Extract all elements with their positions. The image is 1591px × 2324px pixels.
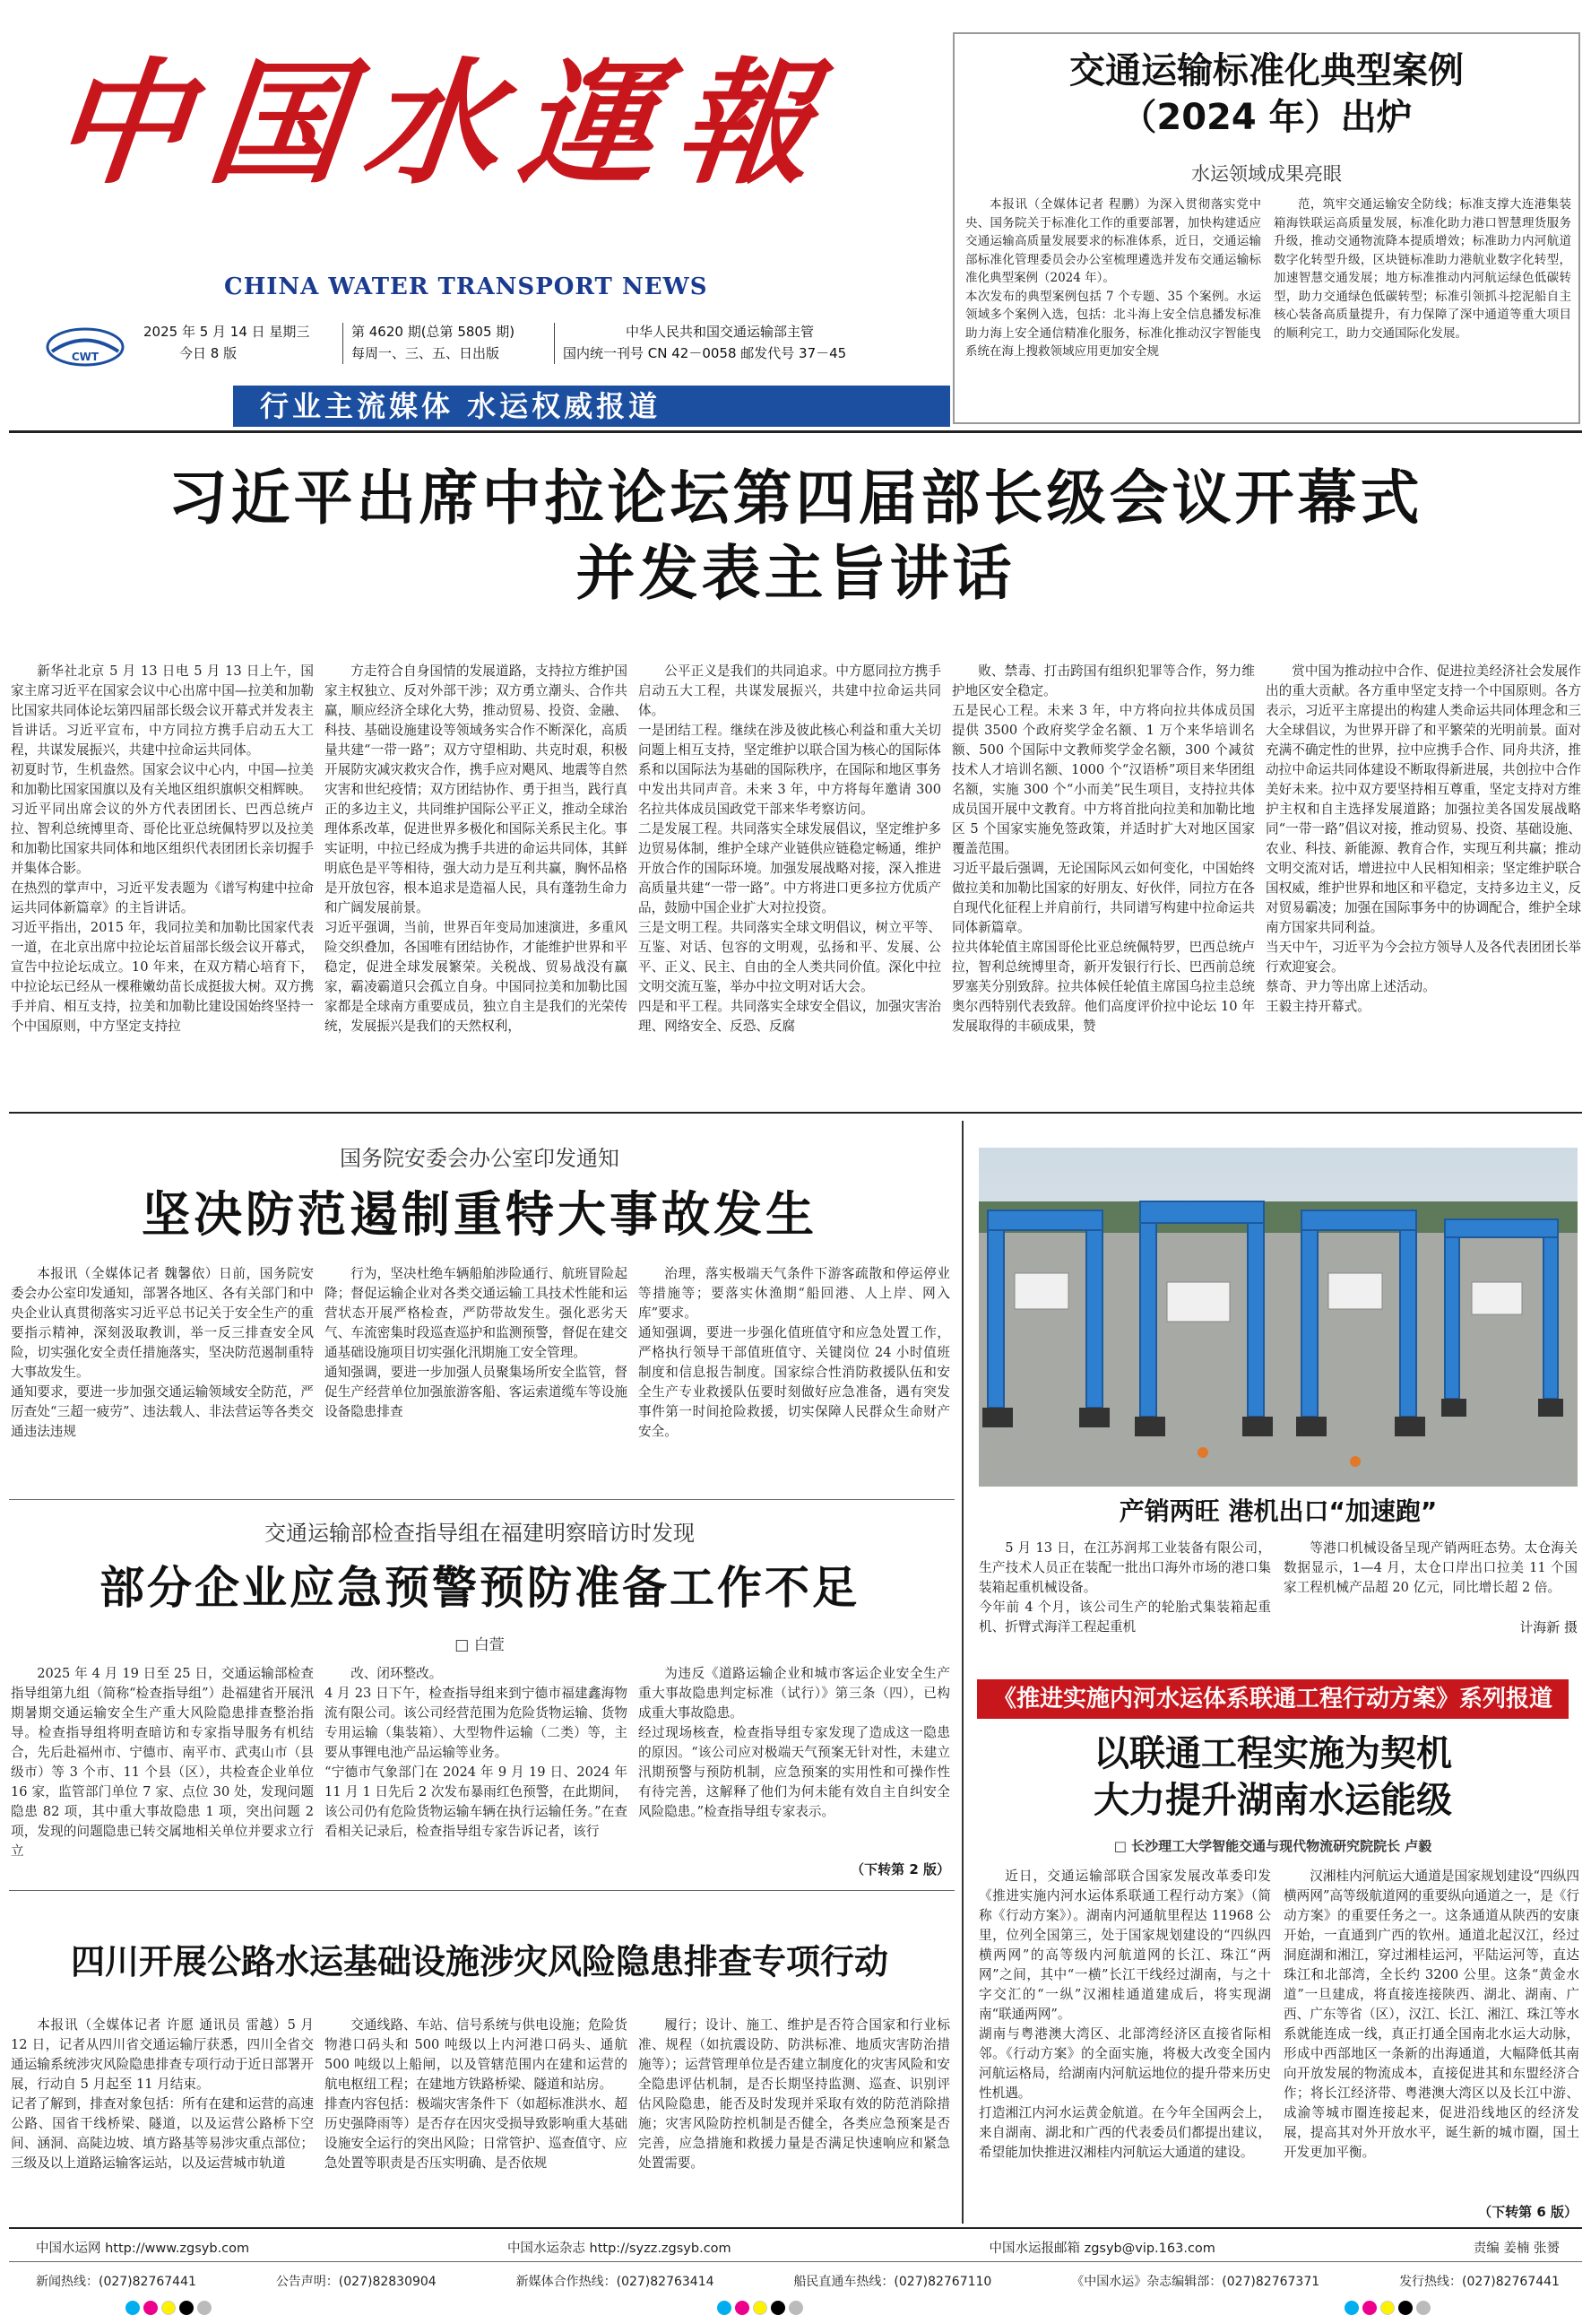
lead-col2: 方走符合自身国情的发展道路，支持拉方维护国家主权独立、反对外部干涉；双方勇立潮头、合作共赢，顺应经济全球化大势，推动贸易、投资、金融、科技、基础设施建设等领域务实合作不断深化，高质量共建“一带一路”；双方守望相助、共克时艰，积极开展防灾减灾救灾合作，携手应对飓风、地震等自然灾害和世纪疫情；双方团结协作、勇于担当，践行真正的多边主义，共同维护国际公平正义，推动全球治理体系改革，促进世界多极化和国际关系民主化。事实证明，中拉已经成为携手共进的命运共同体，其鲜明底色是平等相待，强大动力是互利共赢，胸怀品格是开放包容，根本追求是造福人民，具有蓬勃生命力和广阔发展前景。 习近平强调，当前，世界百年变局加速演进，多重风险交织叠加，各国唯有团结协作，才能维护世界和平稳定，促进全球发展繁荣。关税战、贸易战没有赢家，霸凌霸道只会孤立自身。中国同拉美和加勒比国家都是全球南方重要成员，独立自主是我们的光荣传统，发展振兴是我们的天然权利， (324, 663, 627, 1034)
footer-website[interactable]: 中国水运网 http://www.zgsyb.com (36, 2242, 250, 2256)
cwt-logo-icon (45, 325, 125, 369)
photo-caption-col2: 等港口机械设备呈现产销两旺态势。太仓海关数据显示，1—4 月，太仓口岸出口拉美 11 个国家工程机械产品超 20 亿元，同比增长超 2 倍。 (1284, 1540, 1578, 1595)
story3-byline: □ 白萱 (454, 1636, 505, 1654)
issue-block (351, 321, 566, 364)
series-headline-line2: 大力提升湖南水运能级 (1094, 1780, 1452, 1821)
story3-kicker: 交通运输部检查指导组在福建明察暗访时发现 (264, 1521, 695, 1546)
series-col2: 汉湘桂内河航运大通道是国家规划建设“四纵四横两网”高等级航道网的重要纵向通道之一，是《行动方案》的重要任务之一。这条通道从陕西的安康开始，一直通到广西的钦州。通道北起汉江，经过洞庭湖和湘江，穿过湘桂运河，平陆运河等，直达珠江和北部湾，全长约 3200 公里。这条“黄金水道”一旦建成，将直接连接陕西、湖北、湖南、广西、广东等省（区），汉江、长江、湘江、珠江等水系就能连成一线，真正打通全国南北水运大动脉，形成中西部地区一条新的出海通道，大幅降低其南向开放发展的物流成本，直接促进其和东盟经济合作；将长江经济带、粤港澳大湾区以及长江中游、成渝等城市圈连接起来，促进沿线地区的经济发展，提高其对外开放水平，诞生新的城市圈，国土开发更加平衡。 (1284, 1869, 1579, 2160)
story2-kicker: 国务院安委会办公室印发通知 (340, 1146, 619, 1171)
reg-dot (1380, 2301, 1395, 2315)
footer-editors: 责编 姜楠 张赟 (1473, 2242, 1560, 2256)
box-title-line1: 交通运输标准化典型案例 (1069, 50, 1464, 91)
reg-dot (735, 2301, 749, 2315)
publisher-line: 中华人民共和国交通运输部主管 (626, 324, 815, 340)
story3-headline: 部分企业应急预警预防准备工作不足 (99, 1562, 860, 1614)
reg-dot (1362, 2301, 1377, 2315)
story3-col1: 2025 年 4 月 19 日至 25 日，交通运输部检查指导组第九组（简称“检查指导组”）赴福建省开展汛期暑期交通运输安全生产重大风险隐患排查整治指导。检查指导组将明查暗访和专家指导服务有机结合，先后赴福州市、宁德市、南平市、武夷山市（县级市）等 3 个市、11 个县（区），共检查企业单位 16 家，监管部门单位 7 家、点位 30 处，发现问题隐患 82 项，其中重大事故隐患 1 项，突出问题 2 项，发现的问题隐患已转交属地相关单位并要求立行立 (11, 1666, 314, 1859)
story2-col1: 本报讯（全媒体记者 魏馨依）日前，国务院安委会办公室印发通知，部署各地区、各有关部门和中央企业认真贯彻落实习近平总书记关于安全生产的重要指示精神，深刻汲取教训，举一反三排查安全风险，切实强化安全责任措施落实，坚决防范遏制重特大事故发生。 通知要求，要进一步加强交通运输领域安全防范，严厉查处“三超一疲劳”、违法载人、非法营运等各类交通违法违规 (11, 1266, 314, 1439)
lead-col3: 公平正义是我们的共同追求。中方愿同拉方携手启动五大工程，共谋发展振兴，共建中拉命运共同体。 一是团结工程。继续在涉及彼此核心利益和重大关切问题上相互支持，坚定维护以联合国为核心的国际体系和以国际法为基础的国际秩序，在国际和地区事务中发出共同声音。未来 3 年，中方将每年邀请 300 名拉共体成员国政党干部来华考察访问。 二是发展工程。共同落实全球发展倡议，坚定维护多边贸易体制，维护全球产业链供应链稳定畅通，维护开放合作的国际环境。加强发展战略对接，深入推进高质量共建“一带一路”。中方将进口更多拉方优质产品，鼓励中国企业扩大对拉投资。 三是文明工程。共同落实全球文明倡议，树立平等、互鉴、对话、包容的文明观，弘扬和平、发展、公平、正义、民主、自由的全人类共同价值。深化中拉文明交流互鉴，举办中拉文明对话大会。 四是和平工程。共同落实全球安全倡议，加强灾害治理、网络安全、反恐、反腐 (638, 663, 941, 1034)
lead-col5: 赏中国为推动拉中合作、促进拉美经济社会发展作出的重大贡献。各方重申坚定支持一个中国原则。各方表示，习近平主席提出的构建人类命运共同体理念和三大全球倡议，为世界开辟了和平繁荣的光明前景。面对充满不确定性的世界，拉中应携手合作、同舟共济，推动拉中命运共同体建设不断取得新进展，共创拉中合作美好未来。拉中双方要坚持相互尊重，坚定支持对方维护主权和自主选择发展道路；加强拉美各国发展战略同“一带一路”倡议对接，推动贸易、投资、基础设施、农业、科技、新能源、教育合作，实现互利共赢；推动文明交流对话，增进拉中人民相知相亲；坚定维护联合国权威，维护世界和地区和平稳定，支持多边主义，反对贸易霸凌；加强在国际事务中的协调配合，维护全球南方国家共同利益。 当天中午，习近平为今会拉方领导人及各代表团团长举行欢迎宴会。 蔡奇、尹力等出席上述活动。 王毅主持开幕式。 (1266, 663, 1581, 1014)
story2-headline: 坚决防范遏制重特大事故发生 (142, 1186, 817, 1243)
footer-hotline-distribution: 发行热线：(027)82767441 (1399, 2275, 1560, 2289)
story4-col2: 交通线路、车站、信号系统与供电设施；危险货物港口码头和 500 吨级以上内河港口码头、通航 500 吨级以上船闸，以及管辖范围内在建和运营的航电枢纽工程；在建地方铁路桥梁、隧道和站房。 排查内容包括：极端灾害条件下（如超标准洪水、超历史强降雨等）是否存在因灾受损导致影响重大基础设施安全运行的突出风险；日常管护、巡查值守、应急处置等职责是否压实明确、是否依规 (324, 2017, 627, 2171)
masthead (45, 43, 914, 222)
box-text-col2: 范，筑牢交通运输安全防线；标准支撑大连港集装箱海铁联运高质量发展，标准化助力港口智慧理货服务升级，推动交通物流降本提质增效；标准助力内河航道数字化转型升级，区块链标准助力港航业数字化转型，加速智慧交通发展；地方标准推动内河航运绿色低碳转型，助力交通绿色低碳转型；标准引领抓斗挖泥船自主核心装备高质量提升，有力保障了深中通道等重大项目的顺利完工，助力交通国际化发展。 (1274, 197, 1571, 341)
story2-col2: 行为，坚决杜绝车辆船舶涉险通行、航班冒险起降；督促运输企业对各类交通运输工具技术性能和运营状态开展严格检查，严防带故发生。强化恶劣天气、车流密集时段巡查巡护和监测预警，督促在建交通基础设施项目切实强化汛期施工安全管理。 通知强调，要进一步加强人员聚集场所安全监管，督促生产经营单位加强旅游客船、客运索道缆车等设施设备隐患排查 (324, 1266, 627, 1419)
registration-marks-center (717, 2301, 807, 2319)
series-headline-line1: 以联通工程实施为契机 (1094, 1733, 1452, 1774)
schedule-line: 每周一、三、五、日出版 (351, 345, 500, 361)
registration-marks-right (1345, 2301, 1434, 2319)
box-title-line2: （2024 年）出炉 (1120, 97, 1413, 138)
footer-hotline-boat: 船民直通车热线：(027)82767110 (793, 2275, 992, 2289)
masthead-title: 中国水運報 (45, 45, 843, 203)
lead-headline-line2: 并发表主旨讲话 (575, 539, 1016, 608)
cn-code-line: 国内统一刊号 CN 42－0058 邮发代号 37－45 (563, 345, 847, 361)
story4-headline: 四川开展公路水运基础设施涉灾风险隐患排查专项行动 (70, 1942, 888, 1981)
footer-magazine[interactable]: 中国水运杂志 http://syzz.zgsyb.com (506, 2242, 731, 2256)
box-subtitle: 水运领域成果亮眼 (1191, 163, 1342, 185)
footer-hotline-magazine: 《中国水运》杂志编辑部：(027)82767371 (1071, 2275, 1320, 2289)
lead-headline-line1: 习近平出席中拉论坛第四届部长级会议开幕式 (168, 464, 1423, 533)
photo-credit: 计海新 摄 (1519, 1619, 1578, 1635)
series-col1: 近日，交通运输部联合国家发展改革委印发《推进实施内河水运体系联通工程行动方案》（简称《行动方案》）。湖南内河通航里程达 11968 公里，位列全国第三，处于国家规划建设的“四纵四横两网”的高等级内河航道网的长江、珠江“两网”之间，其中“一横”长江干线经过湖南，与之十字交汇的“一纵”汉湘桂通道建成后，将实现湖南“联通两网”。 湖南与粤港澳大湾区、北部湾经济区直接省际相邻。《行动方案》的全面实施，将极大改变全国内河航运格局，给湖南内河航运地位的提升带来历史性机遇。 打造湘江内河水运黄金航道。在今年全国两会上，来自湖南、湖北和广西的代表委员们都提出建议，希望能加快推进汉湘桂内河航运大通道的建设。 (979, 1869, 1271, 2160)
reg-dot (789, 2301, 803, 2315)
issue-line: 第 4620 期(总第 5805 期) (351, 324, 515, 340)
registration-marks-left (125, 2301, 215, 2319)
story3-col2: 改、闭环整改。 4 月 23 日下午，检查指导组来到宁德市福建鑫海物流有限公司。该公司经营范围为危险货物运输、货物专用运输（集装箱）、大型物件运输（二类）等，主要从事锂电池产品运输等业务。 “宁德市气象部门在 2024 年 9 月 19 日、2024 年 11 月 1 日先后 2 次发布暴雨红色预警，在此期间，该公司仍有危险货物运输车辆在执行运输任务。”在查看相关记录后，检查指导组专家告诉记者，该行 (324, 1666, 627, 1839)
series-continued: （下转第 6 版） (1478, 2204, 1578, 2220)
story4-col3: 履行；设计、施工、维护是否符合国家和行业标准、规程（如抗震设防、防洪标准、地质灾害防治措施等）；运营管理单位是否建立制度化的灾害风险和安全隐患评估机制，是否长期坚持监测、巡查、识别评估风险隐患，能否及时发现并采取有效的防范消除措施；灾害风险防控机制是否健全，各类应急预案是否完善，应急措施和救援力量是否满足快速响应和紧急处置需要。 (638, 2017, 950, 2171)
reg-dot (125, 2301, 140, 2315)
top-news-box (953, 32, 1580, 424)
date-line: 2025 年 5 月 14 日 星期三 (143, 324, 310, 340)
reg-dot (753, 2301, 767, 2315)
reg-dot (717, 2301, 731, 2315)
lead-col1: 新华社北京 5 月 13 日电 5 月 13 日上午，国家主席习近平在国家会议中心出席中国—拉美和加勒比国家共同体论坛第四届部长级会议开幕式并发表主旨讲话。习近平宣布，中方同拉方携手启动五大工程，共谋发展振兴，共建中拉命运共同体。 初夏时节，生机盎然。国家会议中心内，中国—拉美和加勒比国家国旗以及有关地区组织旗帜交相辉映。 习近平同出席会议的外方代表团团长、巴西总统卢拉、智利总统博里奇、哥伦比亚总统佩特罗以及拉美和加勒比国家共同体和地区组织代表团团长亲切握手并集体合影。 在热烈的掌声中，习近平发表题为《谱写构建中拉命运共同体新篇章》的主旨讲话。 习近平指出，2015 年，我同拉美和加勒比国家代表一道，在北京出席中拉论坛首届部长级会议开幕式，宣告中拉论坛成立。10 年来，在双方精心培育下，中拉论坛已经从一棵稚嫩幼苗长成挺拔大树。双方携手并肩、相互支持，拉美和加勒比建设国始终坚持一个中国原则，中方坚定支持拉 (11, 663, 314, 1034)
footer-hotline-notice: 公告声明：(027)82830904 (275, 2275, 437, 2289)
reg-dot (1416, 2301, 1431, 2315)
story3-col3: 为违反《道路运输企业和城市客运企业安全生产重大事故隐患判定标准（试行）》第三条（四），已构成重大事故隐患。 经过现场核查，检查指导组专家发现了造成这一隐患的原因。“该公司应对极端天气预案无针对性，未建立汛期预警与预防机制，应急预案的实用性和可操作性有待完善，这解释了他们为何未能有效自主自纠安全风险隐患。”检查指导组专家表示。 (638, 1666, 950, 1819)
series-byline: □ 长沙理工大学智能交通与现代物流研究院院长 卢毅 (1113, 1838, 1432, 1854)
photo-caption-col1: 5 月 13 日，在江苏润邦工业装备有限公司，生产技术人员正在装配一批出口海外市场的港口集装箱起重机械设备。 今年前 4 个月，该公司生产的轮胎式集装箱起重机、折臂式海洋工程起重机 (979, 1540, 1271, 1635)
series-bar: 《推进实施内河水运体系联通工程行动方案》系列报道 (977, 1679, 1569, 1719)
lead-col4: 败、禁毒、打击跨国有组织犯罪等合作，努力维护地区安全稳定。 五是民心工程。未来 3 年，中方将向拉共体成员国提供 3500 个政府奖学金名额、1 万个来华培训名额、500 个国际中文教师奖学金名额，300 个减贫技术人才培训名额、1000 个“汉语桥”项目来华团组名额，实施 300 个“小而美”民生项目，支持拉共体成员国开展中文教育。中方将首批向拉美和加勒比地区 5 个国家实施免签政策，并适时扩大对地区国家覆盖范围。 习近平最后强调，无论国际风云如何变化，中国始终做拉美和加勒比国家的好朋友、好伙伴，同拉方在各自现代化征程上并肩前行，共同谱写构建中拉命运共同体新篇章。 拉共体轮值主席国哥伦比亚总统佩特罗，巴西总统卢拉，智利总统博里奇，新开发银行行长、巴西前总统罗塞芙分别致辞。拉共体候任轮值主席国乌拉圭总统奥尔西特别代表致辞。他们高度评价拉中论坛 10 年发展取得的丰硕成果，赞 (952, 663, 1255, 1034)
reg-dot (771, 2301, 785, 2315)
reg-dot (1345, 2301, 1359, 2315)
reg-dot (1398, 2301, 1413, 2315)
reg-dot (179, 2301, 194, 2315)
date-block (143, 321, 332, 364)
reg-dot (143, 2301, 158, 2315)
story3-continued: （下转第 2 版） (851, 1861, 950, 1877)
story4-col1: 本报讯（全媒体记者 许愿 通讯员 雷越）5 月 12 日，记者从四川省交通运输厅获悉，四川全省交通运输系统涉灾风险隐患排查专项行动于近日部署开展，行动自 5 月起至 11 月结束。 记者了解到，排查对象包括：所有在建和运营的高速公路、国省干线桥梁、隧道，以及运营公路桥下空间、涵洞、高陡边坡、填方路基等易涉灾重点部位；三级及以上道路运输客运站，以及运营城市轨道 (11, 2017, 314, 2171)
slogan-bar: 行业主流媒体 水运权威报道 (233, 386, 950, 427)
logo-text: CWT (71, 351, 99, 363)
footer-hotline-newmedia: 新媒体合作热线：(027)82763414 (515, 2275, 714, 2289)
footer-hotline-news: 新闻热线：(027)82767441 (36, 2275, 196, 2289)
publisher-block (563, 321, 939, 364)
story2-col3: 治理，落实极端天气条件下游客疏散和停运停业等措施等；要落实休渔期“船回港、人上岸、网入库”要求。 通知强调，要进一步强化值班值守和应急处置工作，严格执行领导干部值班值守、关键岗位 24 小时值班制度和信息报告制度。国家综合性消防救援队伍和安全生产专业救援队伍要时刻做好应急准备，遇有突发事件第一时间抢险救援，切实保障人民群众生命财产安全。 (638, 1266, 950, 1439)
box-text-col1: 本报讯（全媒体记者 程鹏）为深入贯彻落实党中央、国务院关于标准化工作的重要部署，加快构建适应交通运输高质量发展要求的标准体系，近日，交通运输部标准化管理委员会办公室梳理遴选并发布交通运输标准化典型案例（2024 年）。 本次发布的典型案例包括 7 个专题、35 个案例。水运领域多个案例入选，包括：北斗海上安全信息播发标准助力海上安全通信精准化服务，标准化推动汉字智能曳系统在海上搜救领域应用更加安全规 (965, 197, 1261, 359)
masthead-english-title: CHINA WATER TRANSPORT NEWS (224, 273, 708, 300)
pages-line: 今日 8 版 (179, 345, 238, 361)
port-cranes-photo (979, 1148, 1578, 1487)
reg-dot (161, 2301, 176, 2315)
footer-row1 (36, 2238, 1560, 2257)
reg-dot (197, 2301, 212, 2315)
footer-row2 (36, 2272, 1560, 2290)
photo-caption-title: 产销两旺 港机出口“加速跑” (1119, 1496, 1438, 1526)
footer-email[interactable]: 中国水运报邮箱 zgsyb@vip.163.com (989, 2242, 1215, 2256)
